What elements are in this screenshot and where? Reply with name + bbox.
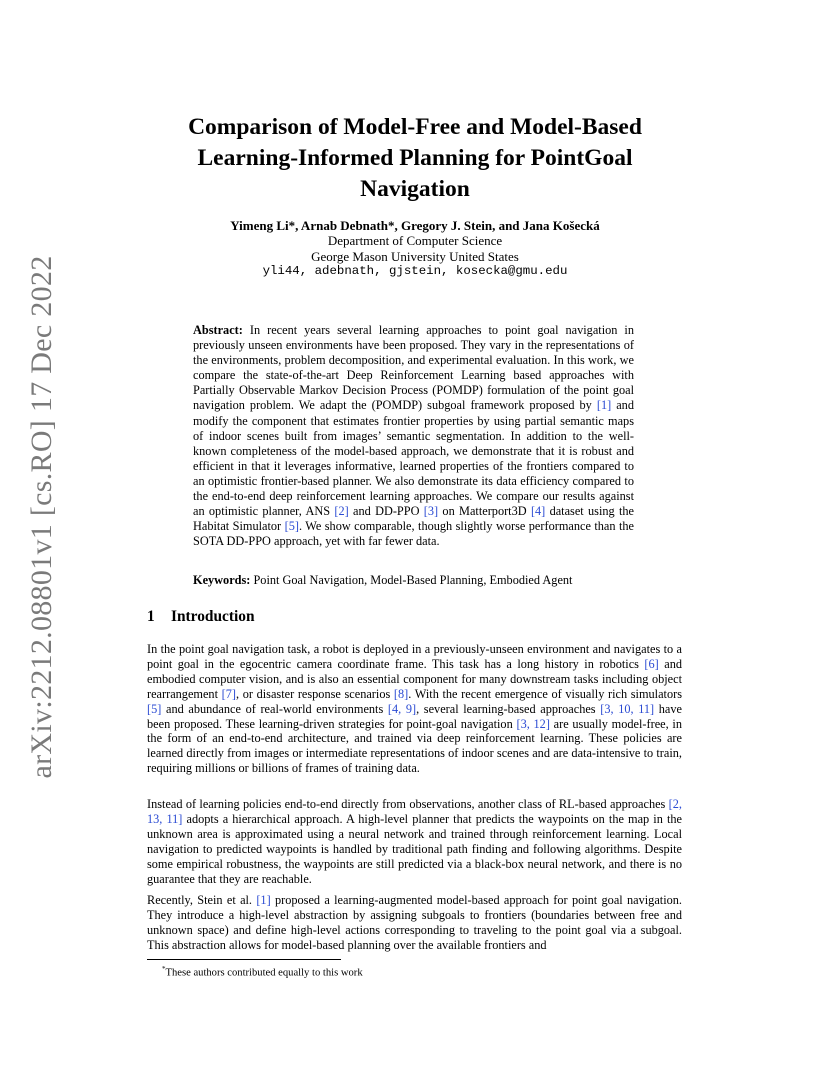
author-emails: yli44, adebnath, gjstein, kosecka@gmu.edu xyxy=(262,264,568,279)
section-title: Introduction xyxy=(171,608,255,625)
title-line: Navigation xyxy=(360,176,470,202)
text-run: and DD-PPO xyxy=(348,504,424,519)
author-block xyxy=(150,218,680,280)
citation-link[interactable]: [1] xyxy=(256,893,271,907)
citation-link[interactable]: [3] xyxy=(423,504,439,519)
abstract-label: Abstract: xyxy=(193,323,243,337)
text-run: In recent years several learning approaches to point goal navigation in previously unseen environments have been proposed. They vary in the representations of the environments, problem decomposition, and experimental evaluation. In this work, we compare the state-of-the-art Deep Reinforcement Learning based approaches with Partially Observable Markov Decision Process (POMDP) formulation of the point goal navigation problem. We adapt the (POMDP) subgoal framework proposed by xyxy=(193,323,634,413)
text-run: and modify the component that estimates frontier properties by using partial semantic maps of indoor scenes built from images’ semantic segmentation. In addition to the well-known completeness of the model-based approach, we demonstrate that it is robust and efficient in that it leverages informative, learned properties of the frontiers compared to an optimistic frontier-based planner. We also demonstrate its data efficiency compared to the end-to-end deep reinforcement learning approaches. We compare our results against an optimistic planner, ANS xyxy=(193,398,634,519)
section-heading-introduction xyxy=(147,608,255,626)
keywords-text: Point Goal Navigation, Model-Based Planning, Embodied Agent xyxy=(250,573,573,587)
text-run: . We show comparable, though slightly worse performance than the SOTA DD-PPO approach, yet with far fewer data. xyxy=(193,519,634,549)
intro-paragraph-2 xyxy=(147,797,682,886)
citation-link[interactable]: [5] xyxy=(284,519,299,534)
text-run: In the point goal navigation task, a robot is deployed in a previously-unseen environment and navigates to a point goal in the egocentric camera coordinate frame. This task has a long history in robotics xyxy=(147,642,682,671)
text-run: , or disaster response scenarios xyxy=(236,686,394,701)
citation-link[interactable]: [8] xyxy=(393,686,409,701)
citation-link[interactable]: [1] xyxy=(596,398,612,413)
footnote-marker: * xyxy=(162,965,166,973)
text-run: have been proposed. These learning-driven strategies for point-goal navigation xyxy=(147,701,682,731)
text-run: . With the recent emergence of visually rich simulators xyxy=(408,686,682,701)
keywords-label: Keywords: xyxy=(193,573,251,587)
arxiv-identifier-stamp xyxy=(22,255,62,779)
text-run: Recently, Stein et al. xyxy=(147,893,257,907)
author-university: George Mason University United States xyxy=(311,248,519,264)
text-run: on Matterport3D xyxy=(438,504,531,519)
citation-link[interactable]: [3, 10, 11] xyxy=(600,701,655,716)
title-line: Comparison of Model-Free and Model-Based xyxy=(188,114,642,140)
text-run: Instead of learning policies end-to-end directly from observations, another class of RL-based approaches xyxy=(147,797,669,811)
text-run: adopts a hierarchical approach. A high-level planner that predicts the waypoints on the map in the unknown area is approximated using a neural network and trained through reinforcement learning. Local navigation to predicted waypoints is handled by traditional path finding and following algorithms. Despite some empirical robustness, the waypoints are still predicted via a black-box neural network, and there is no guarantee that they are reachable. xyxy=(147,811,682,886)
text-run: proposed a learning-augmented model-based approach for point goal navigation. They introduce a high-level abstraction by assigning subgoals to frontiers (boundaries between free and unknown space) and define high-level actions corresponding to traveling to the point goal via a subgoal. This abstraction allows for model-based planning over the available frontiers and xyxy=(147,893,682,952)
keywords xyxy=(193,573,634,588)
citation-link[interactable]: [4, 9] xyxy=(387,701,417,716)
author-department: Department of Computer Science xyxy=(327,233,503,249)
paper-title xyxy=(150,112,680,205)
author-names: Yimeng Li*, Arnab Debnath*, Gregory J. Stein, and Jana Košecká xyxy=(230,218,600,233)
text-run: are usually model-free, in the form of an end-to-end architecture, and trained via deep reinforcement learning. These policies are learned directly from images or intermediate representations of indoor scenes and are data-intensive to train, requiring millions or billions of frames of training data. xyxy=(147,716,682,776)
citation-link[interactable]: [7] xyxy=(221,686,236,701)
citation-link[interactable]: [4] xyxy=(530,504,546,519)
arxiv-identifier-text: arXiv:2212.08801v1 [cs.RO] 17 Dec 2022 xyxy=(25,255,58,779)
citation-link[interactable]: [5] xyxy=(147,701,162,716)
intro-paragraph-1 xyxy=(147,642,682,776)
text-run: and abundance of real-world environments xyxy=(161,701,388,716)
citation-link[interactable]: [2] xyxy=(334,504,349,519)
section-number: 1 xyxy=(147,608,155,625)
text-run: dataset using the Habitat Simulator xyxy=(193,504,634,534)
abstract xyxy=(193,323,634,549)
footnote-text: These authors contributed equally to this work xyxy=(165,967,363,979)
citation-link[interactable]: [6] xyxy=(644,656,659,671)
text-run: , several learning-based approaches xyxy=(416,701,601,716)
intro-paragraph-3 xyxy=(147,893,682,953)
footnote xyxy=(162,963,363,980)
footnote-rule xyxy=(147,959,341,960)
title-line: Learning-Informed Planning for PointGoal xyxy=(197,145,633,171)
citation-link[interactable]: [2, 13, 11] xyxy=(147,797,682,826)
citation-link[interactable]: [3, 12] xyxy=(516,716,550,731)
text-run: and embodied computer vision, and is also an essential component for many downstream tasks including object rearrangement xyxy=(147,656,682,701)
abstract-body xyxy=(193,323,634,548)
